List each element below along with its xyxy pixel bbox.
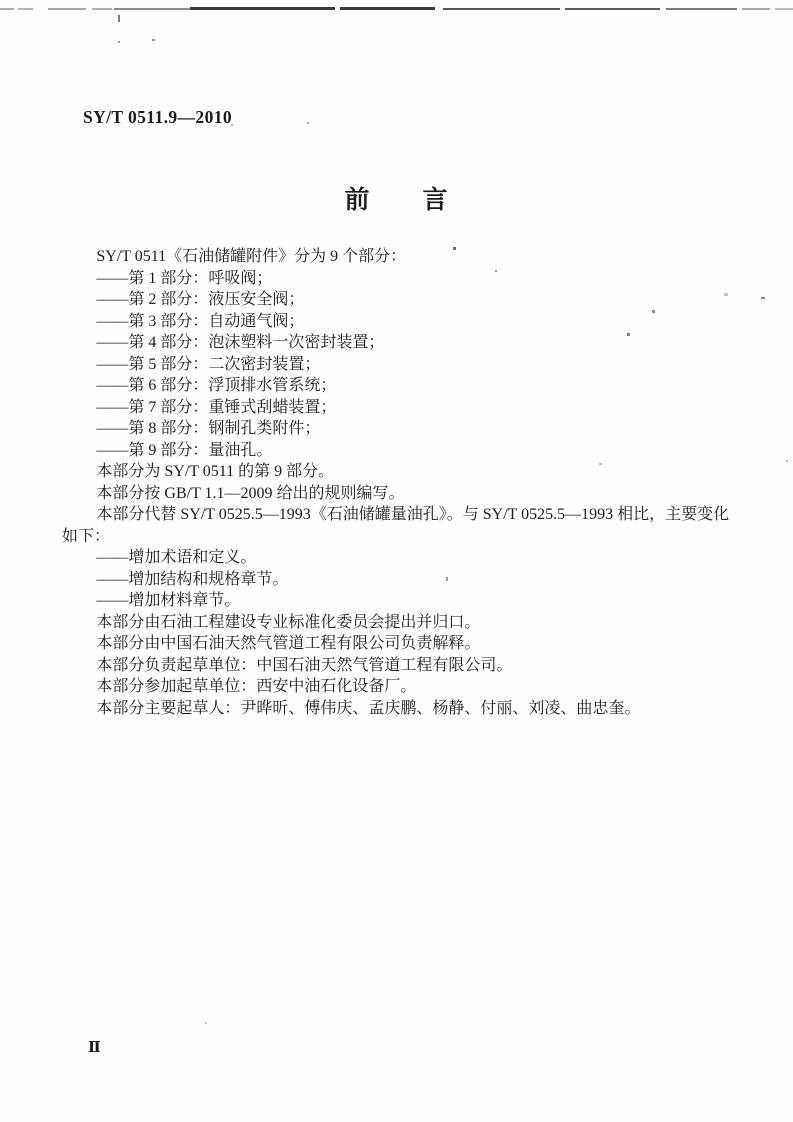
body-line: ——增加术语和定义。 — [96, 549, 257, 566]
page-number: Ⅱ — [88, 1040, 101, 1056]
body-line: 本部分负责起草单位：中国石油天然气管道工程有限公司。 — [96, 656, 513, 674]
body-line: ——第 4 部分：泡沫塑料一次密封装置； — [96, 334, 385, 351]
body-line: 本部分参加起草单位：西安中油石化设备厂。 — [96, 678, 417, 695]
body-line: ——第 7 部分：重锤式刮蜡装置； — [96, 398, 337, 416]
doc-number: SY/T 0511.9—2010 — [83, 107, 233, 127]
body-line: 本部分由中国石油天然气管道工程有限公司负责解释。 — [96, 635, 481, 652]
body-line: ——第 9 部分：量油孔。 — [96, 441, 273, 459]
body-line: 如下： — [62, 527, 111, 545]
body-line: ——第 2 部分：液压安全阀； — [96, 291, 305, 308]
body-line: ——第 3 部分：自动通气阀； — [96, 312, 305, 330]
body-line: 本部分代替 SY/T 0525.5—1993《石油储罐量油孔》。与 SY/T 0525.5—1993 相比，主要变化 — [96, 506, 730, 523]
body-line: 本部分主要起草人：尹晔昕、傅伟庆、孟庆鹏、杨静、付丽、刘凌、曲忠奎。 — [96, 699, 641, 717]
body-line: 本部分为 SY/T 0511 的第 9 部分。 — [96, 463, 335, 480]
body-line: ——第 5 部分：二次密封装置； — [96, 355, 321, 373]
body-line: 本部分按 GB/T 1.1—2009 给出的规则编写。 — [96, 484, 405, 502]
body-line: SY/T 0511《石油储罐附件》分为 9 个部分： — [96, 248, 407, 265]
body-line: ——增加结构和规格章节。 — [96, 570, 289, 588]
body-line: ——第 6 部分：浮顶排水管系统； — [96, 377, 337, 394]
page-title: 前 言 — [344, 186, 449, 214]
body-line: ——增加材料章节。 — [96, 592, 241, 609]
body-line: ——第 8 部分：钢制孔类附件； — [96, 420, 321, 437]
body-line: ——第 1 部分：呼吸阀； — [96, 269, 273, 287]
body-line: 本部分由石油工程建设专业标准化委员会提出并归口。 — [96, 613, 481, 631]
body-text — [62, 246, 730, 719]
